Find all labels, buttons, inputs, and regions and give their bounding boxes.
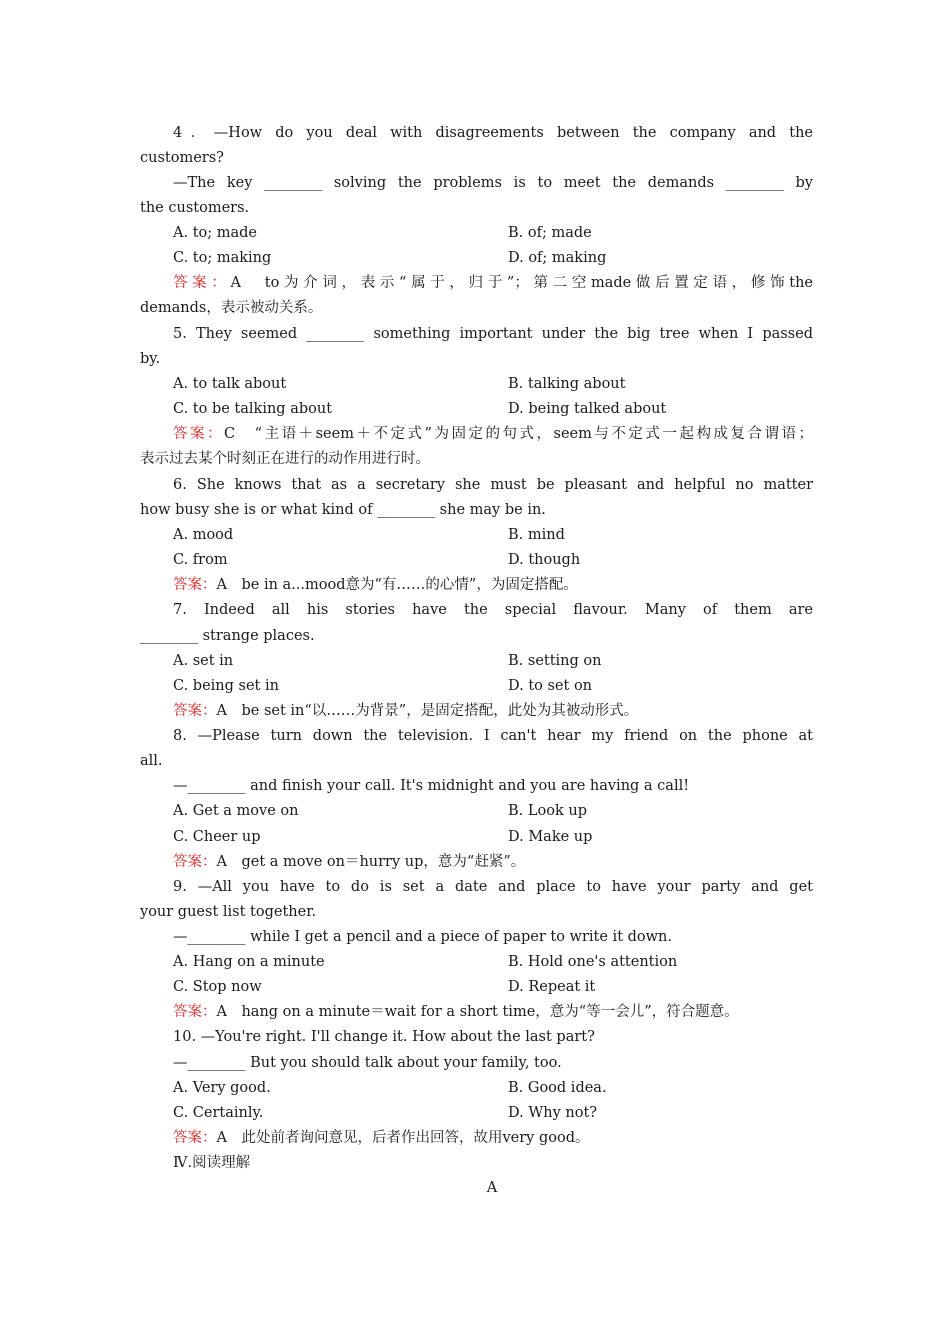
question-10-option-c: C. Certainly.	[173, 1105, 264, 1121]
answer-text: A hang on a minute＝wait for a short time，意为“等一会儿”，符合题意。	[216, 1004, 739, 1020]
answer-label: 答案：	[173, 703, 217, 719]
question-5-stem-cont: by.	[140, 351, 161, 367]
question-8-option-b: B. Look up	[508, 803, 587, 819]
question-10-answer	[173, 1126, 813, 1151]
answer-text: A be in a...mood意为“有……的心情”，为固定搭配。	[216, 577, 578, 593]
question-5-option-c: C. to be talking about	[173, 401, 333, 417]
question-6-option-c: C. from	[173, 552, 228, 568]
section-heading: Ⅳ.阅读理解	[173, 1155, 251, 1171]
question-4-line2: —The key ________ solving the problems is to meet the demands ________ by	[173, 175, 813, 191]
question-10-line2: —________ But you should talk about your family, too.	[173, 1055, 562, 1071]
question-9-answer	[173, 1000, 813, 1025]
question-10-option-b: B. Good idea.	[508, 1080, 607, 1096]
question-4-stem-cont: customers?	[140, 150, 224, 166]
question-4-option-c: C. to; making	[173, 250, 272, 266]
question-9-option-c: C. Stop now	[173, 979, 262, 995]
question-10-option-d: D. Why not?	[508, 1105, 598, 1121]
answer-label: 答案：	[173, 577, 217, 593]
question-7-option-b: B. setting on	[508, 653, 602, 669]
answer-label: 答案：	[173, 275, 231, 291]
question-8-stem: 8. —Please turn down the television. I can't hear my friend on the phone at	[173, 728, 813, 744]
answer-label: 答案：	[173, 1004, 217, 1020]
question-5-option-a: A. to talk about	[173, 376, 287, 392]
question-6-answer	[173, 573, 813, 598]
question-5-option-d: D. being talked about	[508, 401, 667, 417]
passage-label: A	[486, 1180, 498, 1196]
question-6-stem: 6. She knows that as a secretary she must be pleasant and helpful no matter	[173, 477, 813, 493]
question-4-stem: 4．—How do you deal with disagreements between the company and the	[173, 125, 813, 141]
question-9-option-b: B. Hold one's attention	[508, 954, 678, 970]
question-8-answer	[173, 850, 813, 875]
question-5-stem: 5. They seemed ________ something important under the big tree when I passed	[173, 326, 813, 342]
question-8-option-c: C. Cheer up	[173, 829, 261, 845]
question-10-stem: 10. —You're right. I'll change it. How about the last part?	[173, 1029, 595, 1045]
answer-text: A get a move on＝hurry up，意为“赶紧”。	[216, 854, 526, 870]
answer-text: A 此处前者询问意见，后者作出回答，故用very good。	[216, 1130, 590, 1146]
question-5-answer-cont: 表示过去某个时刻正在进行的动作用进行时。	[140, 451, 430, 467]
question-7-option-d: D. to set on	[508, 678, 593, 694]
question-6-option-d: D. though	[508, 552, 581, 568]
answer-text: A be set in“以……为背景”，是固定搭配，此处为其被动形式。	[216, 703, 639, 719]
question-4-option-a: A. to; made	[173, 225, 257, 241]
answer-label: 答案：	[173, 1130, 217, 1146]
answer-label: 答案：	[173, 854, 217, 870]
question-8-stem-cont: all.	[140, 753, 163, 769]
question-5-answer	[173, 422, 813, 447]
question-8-line2: —________ and finish your call. It's midnight and you are having a call!	[173, 778, 690, 794]
question-7-stem: 7. Indeed all his stories have the special flavour. Many of them are	[173, 602, 813, 618]
answer-text: C “主语＋seem＋不定式”为固定的句式，seem与不定式一起构成复合谓语；	[224, 426, 814, 442]
question-9-line2: —________ while I get a pencil and a piece of paper to write it down.	[173, 929, 673, 945]
question-7-option-a: A. set in	[173, 653, 234, 669]
question-4-option-b: B. of; made	[508, 225, 592, 241]
question-10-option-a: A. Very good.	[173, 1080, 271, 1096]
question-7-stem-cont: ________ strange places.	[140, 628, 315, 644]
question-8-option-d: D. Make up	[508, 829, 593, 845]
question-6-option-b: B. mind	[508, 527, 565, 543]
question-4-answer	[173, 271, 813, 296]
question-9-option-d: D. Repeat it	[508, 979, 596, 995]
answer-text: A to为介词，表示“属于，归于”；第二空made做后置定语，修饰the	[230, 275, 813, 291]
answer-label: 答案：	[173, 426, 225, 442]
question-4-line2-cont: the customers.	[140, 200, 250, 216]
question-9-stem-cont: your guest list together.	[140, 904, 317, 920]
question-4-answer-cont: demands，表示被动关系。	[140, 300, 323, 316]
question-9-stem: 9. —All you have to do is set a date and place to have your party and get	[173, 879, 813, 895]
question-6-option-a: A. mood	[173, 527, 234, 543]
question-8-option-a: A. Get a move on	[173, 803, 299, 819]
question-9-option-a: A. Hang on a minute	[173, 954, 325, 970]
question-4-option-d: D. of; making	[508, 250, 607, 266]
question-7-option-c: C. being set in	[173, 678, 279, 694]
question-6-stem-cont: how busy she is or what kind of ________ she may be in.	[140, 502, 546, 518]
question-5-option-b: B. talking about	[508, 376, 626, 392]
question-7-answer	[173, 699, 813, 724]
